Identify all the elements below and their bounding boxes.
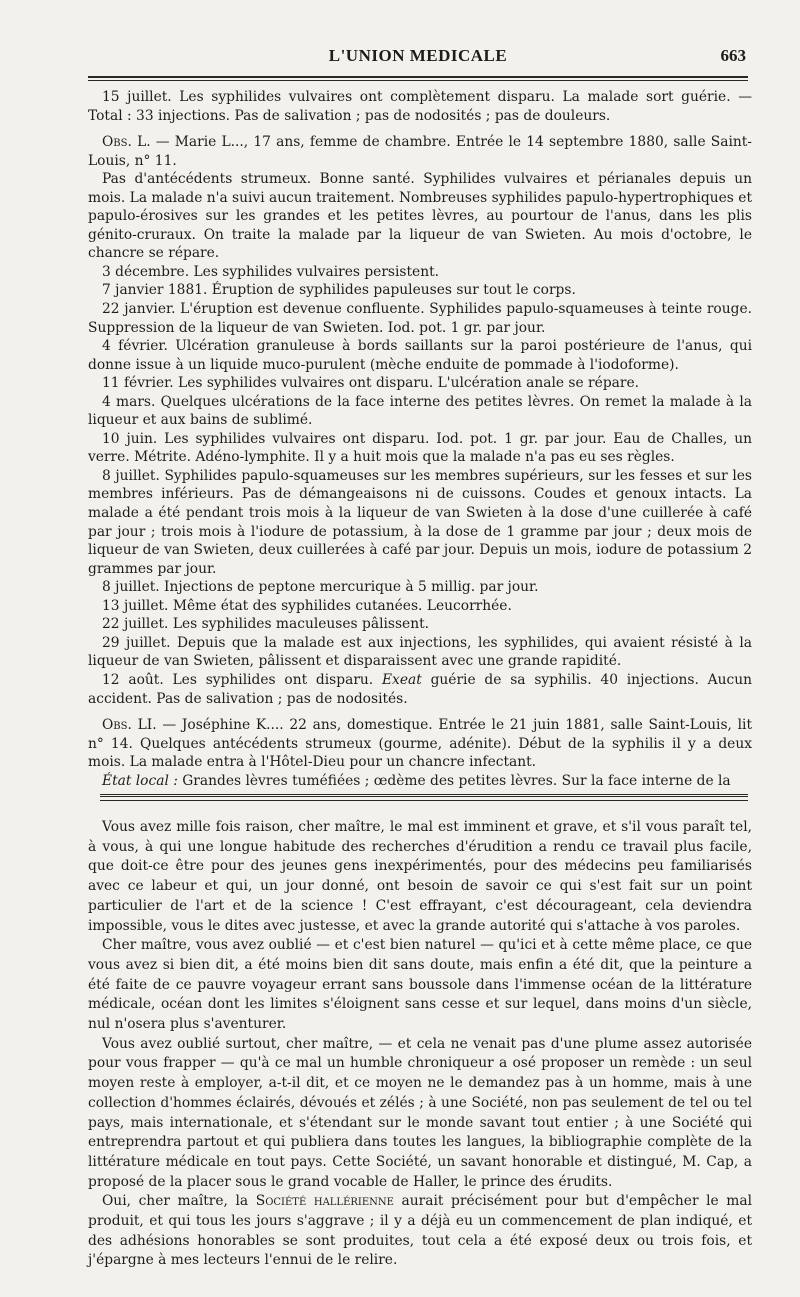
- entry-dec3: 3 décembre. Les syphilides vulvaires persistent.: [102, 263, 440, 280]
- obs-label: Obs. L.: [102, 134, 151, 151]
- observation-li-heading: [88, 716, 752, 772]
- entry-jul8-b: 8 juillet. Injections de peptone mercurique à 5 millig. par jour.: [102, 579, 539, 596]
- entry-jan22: 22 janvier. L'éruption est devenue confluente. Syphilides papulo-squameuses à teinte rouge. Suppression de la liqueur de van Swieten. Iod. pot. 1 gr. par jour.: [88, 301, 752, 336]
- entry-feb4: 4 février. Ulcération granuleuse à bords saillants sur la paroi postérieure de l'anus, qui donne issue à un liquide muco-purulent (mèche enduite de pommade à l'iodoforme).: [88, 338, 752, 373]
- header-rule: [88, 76, 748, 81]
- obs-text: — Marie L..., 17 ans, femme de chambre. Entrée le 14 septembre 1880, salle Saint-Louis, n° 11.: [88, 134, 752, 169]
- entry-jan7: 7 janvier 1881. Éruption de syphilides papuleuses sur tout le corps.: [102, 282, 576, 299]
- obs-text: — Joséphine K.... 22 ans, domestique. Entrée le 21 juin 1881, salle Saint-Louis, lit n° 14. Quelques antécédents strumeux (gourme, adénite). Début de la syphilis il y a deux mois. La malade entra à l'Hôtel-Dieu pour un chancre infectant.: [88, 717, 753, 771]
- etat-local-line: [88, 772, 752, 791]
- obs-label: Obs. LI.: [102, 717, 157, 734]
- section-divider: [100, 794, 748, 797]
- entry-jul29: 29 juillet. Depuis que la malade est aux injections, les syphilides, qui avaient résisté à la liqueur de van Swieten, pâlissent et disparaissent avec une grande rapidité.: [88, 634, 752, 670]
- p4-after: aurait précisément pour but d'empêcher le mal produit, et qui tous les jours s'aggrave ; il y a déjà eu un commencement de plan indiqué, et des adhésions honorables se sont produites, tout cela a été exposé deux ou trois fois, et j'épargne à mes lecteurs l'ennui de le relire.: [88, 1193, 753, 1269]
- entry-jul22: 22 juillet. Les syphilides maculeuses pâlissent.: [102, 616, 430, 633]
- clinical-observations: [88, 88, 752, 790]
- entry-mar4: 4 mars. Quelques ulcérations de la face interne des petites lèvres. On remet la malade à la liqueur et aux bains de sublimé.: [88, 393, 752, 429]
- observation-l-heading: [88, 133, 752, 170]
- section-divider-thin: [100, 800, 748, 801]
- running-title: L'UNION MEDICALE: [328, 46, 508, 65]
- feuilleton-paragraph-2: Cher maître, vous avez oublié — et c'est bien naturel — qu'ici et à cette même place, ce que vous avez si bien dit, a été moins bien dit sans doute, mais enfin a été dit, que la peinture a été faite de ce pauvre voyageur errant sans boussole dans l'immense océan de la littérature médicale, océan dont les limites s'éloignent sans cesse et sur lequel, dans moins d'un siècle, nul n'osera plus s'aventurer.: [88, 937, 752, 1033]
- feuilleton-text: [88, 818, 752, 1271]
- societe-hallerienne: Société hallérienne: [255, 1193, 394, 1210]
- entry-jul13: 13 juillet. Même état des syphilides cutanées. Leucorrhée.: [102, 597, 512, 614]
- feuilleton-paragraph-3: Vous avez oublié surtout, cher maître, — et cela ne venait pas d'une plume assez autorisée pour vous frapper — qu'à ce mal un humble chroniqueur a osé proposer un remède : un seul moyen reste à employer, a-t-il dit, et ce moyen ne le demandez pas à un homme, mais à une collection d'hommes éclairés, dévoués et zélés ; à une Société, non pas seulement de tel ou tel pays, mais internationale, et s'étendant sur le monde savant tout entier ; à une Société qui entreprendra partout et qui publiera dans toutes les langues, la bibliographie complète de la littérature médicale en tout pays. Cette Société, un savant honorable et distingué, M. Cap, a proposé de la placer sous le grand vocable de Haller, le prince des érudits.: [88, 1035, 752, 1190]
- aug12-after: guérie de sa syphilis. 40 injections. Aucun accident. Pas de salivation ; pas de nodosités.: [88, 671, 752, 707]
- etat-local-label: État local :: [102, 772, 178, 789]
- paragraph-antecedents: Pas d'antécédents strumeux. Bonne santé. Syphilides vulvaires et périanales depuis un mois. La malade n'a suivi aucun traitement. Nombreuses syphilides papulo-hypertrophiques et papulo-érosives sur les grandes et les petites lèvres, au pourtour de l'anus, dans les plis génito-cruraux. On traite la malade par la liqueur de van Swieten. Au mois d'octobre, le chancre se répare.: [88, 171, 752, 262]
- entry-feb11: 11 février. Les syphilides vulvaires ont disparu. L'ulcération anale se répare.: [102, 375, 640, 392]
- paragraph-july15: 15 juillet. Les syphilides vulvaires ont complètement disparu. La malade sort guérie. — Total : 33 injections. Pas de salivation ; pas de nodosités ; pas de douleurs.: [88, 89, 752, 124]
- p4-before: Oui, cher maître, la: [102, 1193, 256, 1210]
- entry-jul8-a: 8 juillet. Syphilides papulo-squameuses sur les membres supérieurs, sur les fesses et sur les membres inférieurs. Pas de démangeaisons ni de cuissons. Coudes et genoux intacts. La malade a été pendant trois mois à la liqueur de van Swieten à la dose d'une cuillerée à café par jour ; trois mois à l'iodure de potassium, à la dose de 1 gramme par jour ; deux mois de liqueur de van Swieten, deux cuillerées à café par jour. Depuis un mois, iodure de potassium 2 grammes par jour.: [88, 467, 752, 577]
- entry-aug12: [88, 671, 752, 708]
- etat-local-text: Grandes lèvres tuméfiées ; œdème des petites lèvres. Sur la face interne de la: [177, 772, 731, 789]
- page-number: 663: [720, 46, 746, 65]
- feuilleton-paragraph-4: [88, 1192, 752, 1271]
- feuilleton-paragraph-1: Vous avez mille fois raison, cher maître, le mal est imminent et grave, et s'il vous paraît tel, à vous, à qui une longue habitude des recherches d'érudition a rendu ce travail plus facile, que doit-ce être pour des jeunes gens inexpérimentés, pour des médecins peu familiarisés avec ce labeur et qui, un jour donné, ont besoin de savoir ce qui s'est fait sur un point particulier de l'art et de la science ! C'est effrayant, c'est décourageant, cela deviendra impossible, vous le dites avec justesse, et avec la grande autorité qui s'attache à vos paroles.: [88, 819, 752, 934]
- entry-jun10: 10 juin. Les syphilides vulvaires ont disparu. Iod. pot. 1 gr. par jour. Eau de Challes, un verre. Métrite. Adéno-lymphite. Il y a huit mois que la malade n'a pas eu ses règles.: [88, 430, 752, 466]
- aug12-before: 12 août. Les syphilides ont disparu.: [102, 671, 382, 688]
- page-header: [88, 42, 748, 72]
- exeat-word: Exeat: [381, 671, 422, 688]
